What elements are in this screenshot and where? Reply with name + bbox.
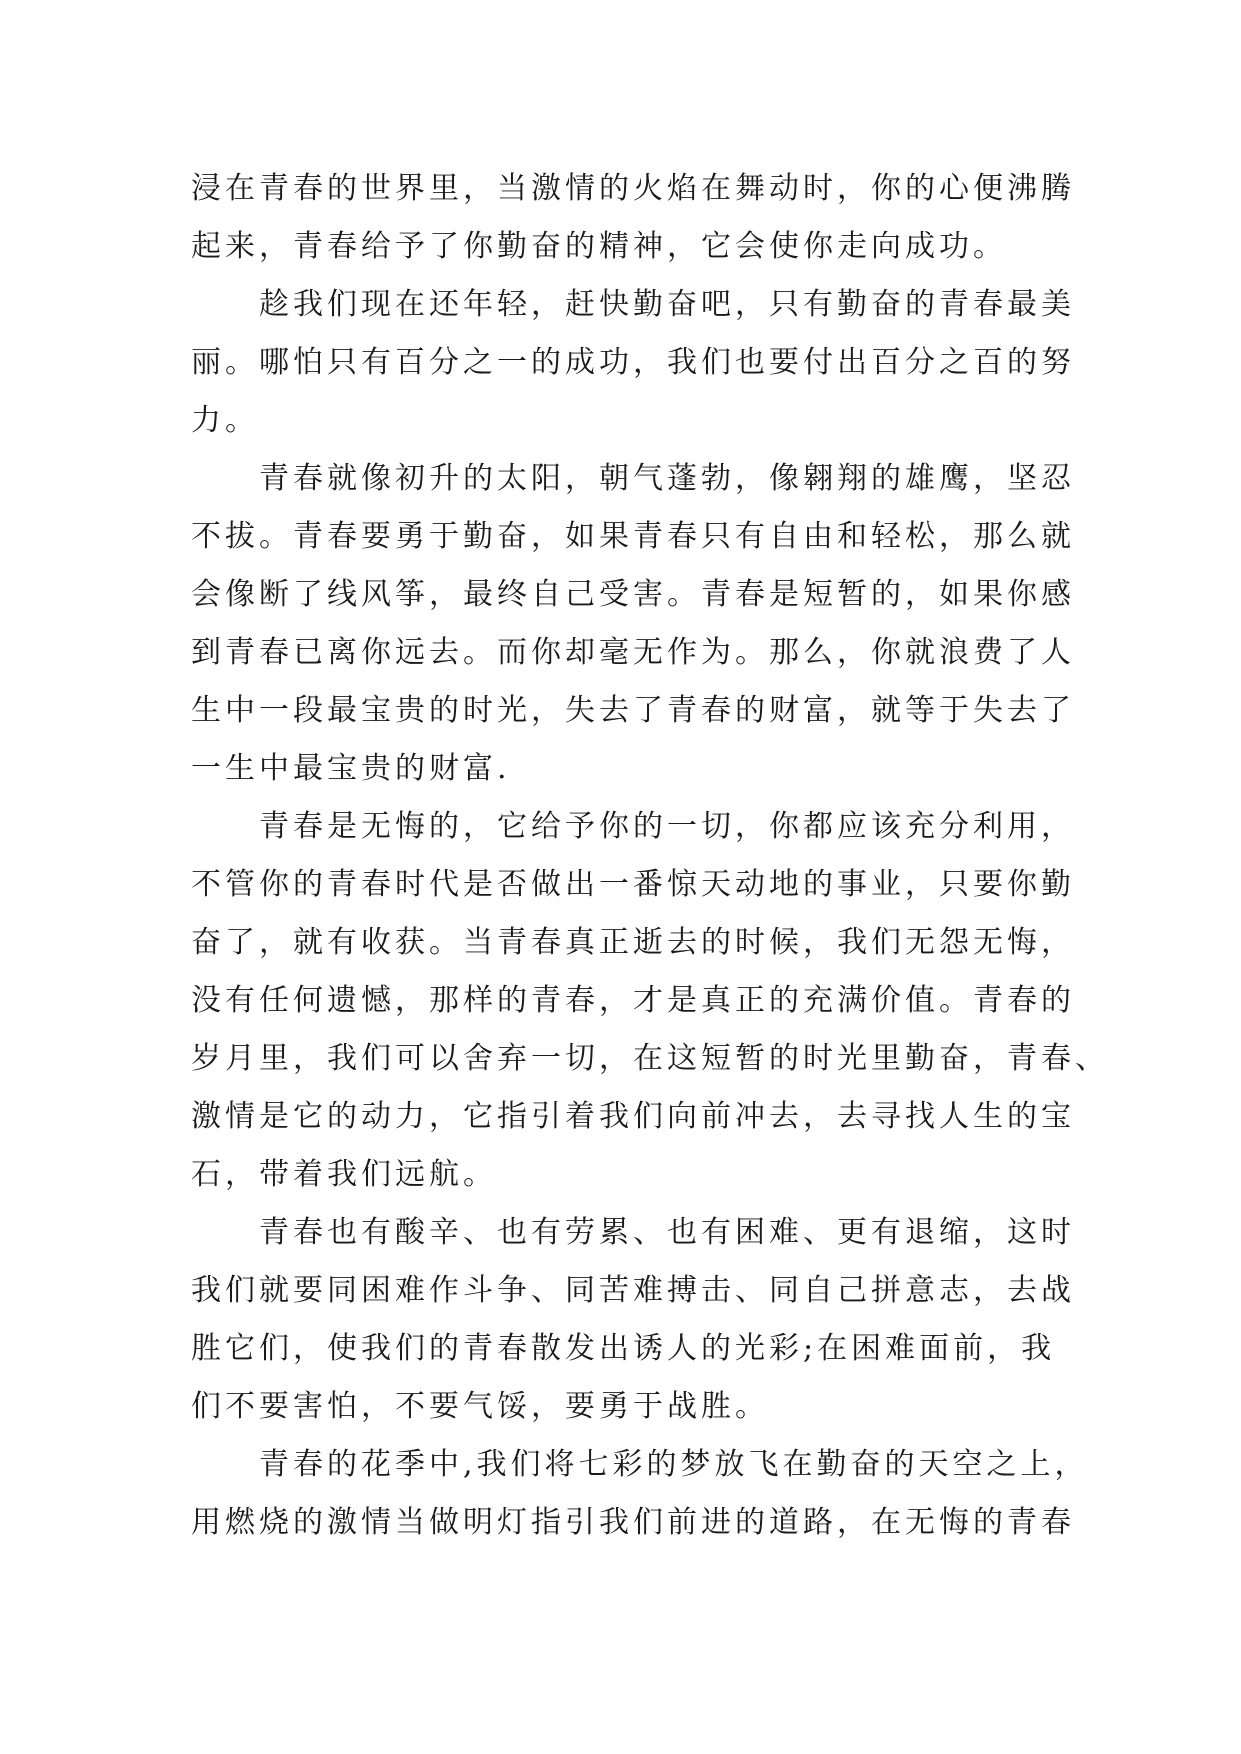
text-line: 用燃烧的激情当做明灯指引我们前进的道路，在无悔的青春 (191, 1505, 1075, 1540)
text-line: 青春就像初升的太阳，朝气蓬勃，像翱翔的雄鹰，坚忍 (259, 461, 1075, 496)
body-text (191, 160, 1109, 1552)
text-line: 起来，青春给予了你勤奋的精神，它会使你走向成功。 (191, 229, 1007, 264)
text-line: 青春是无悔的，它给予你的一切，你都应该充分利用， (259, 809, 1075, 844)
text-line: 我们就要同困难作斗争、同苦难搏击、同自己拼意志，去战 (191, 1273, 1075, 1308)
text-line: 激情是它的动力，它指引着我们向前冲去，去寻找人生的宝 (191, 1099, 1075, 1134)
text-line: 青春的花季中,我们将七彩的梦放飞在勤奋的天空之上， (259, 1447, 1089, 1482)
text-line: 不拔。青春要勇于勤奋，如果青春只有自由和轻松，那么就 (191, 519, 1075, 554)
text-line: 会像断了线风筝，最终自己受害。青春是短暂的，如果你感 (191, 577, 1075, 612)
text-line: 丽。哪怕只有百分之一的成功，我们也要付出百分之百的努 (191, 345, 1075, 380)
text-line: 到青春已离你远去。而你却毫无作为。那么，你就浪费了人 (191, 635, 1075, 670)
text-line: 浸在青春的世界里，当激情的火焰在舞动时，你的心便沸腾 (191, 171, 1075, 206)
text-line: 力。 (191, 403, 259, 438)
text-line: 不管你的青春时代是否做出一番惊天动地的事业，只要你勤 (191, 867, 1075, 902)
text-line: 岁月里，我们可以舍弃一切，在这短暂的时光里勤奋，青春、 (191, 1041, 1109, 1076)
text-line: 青春也有酸辛、也有劳累、也有困难、更有退缩，这时 (259, 1215, 1075, 1250)
text-line: 生中一段最宝贵的时光，失去了青春的财富，就等于失去了 (191, 693, 1075, 728)
text-line: 趁我们现在还年轻，赶快勤奋吧，只有勤奋的青春最美 (259, 287, 1075, 322)
text-line: 石，带着我们远航。 (191, 1157, 497, 1192)
text-line: 们不要害怕，不要气馁，要勇于战胜。 (191, 1389, 769, 1424)
text-line: 一生中最宝贵的财富. (191, 751, 511, 786)
text-line: 没有任何遗憾，那样的青春，才是真正的充满价值。青春的 (191, 983, 1075, 1018)
text-line: 胜它们，使我们的青春散发出诱人的光彩;在困难面前，我 (191, 1331, 1056, 1366)
text-line: 奋了，就有收获。当青春真正逝去的时候，我们无怨无悔， (191, 925, 1075, 960)
